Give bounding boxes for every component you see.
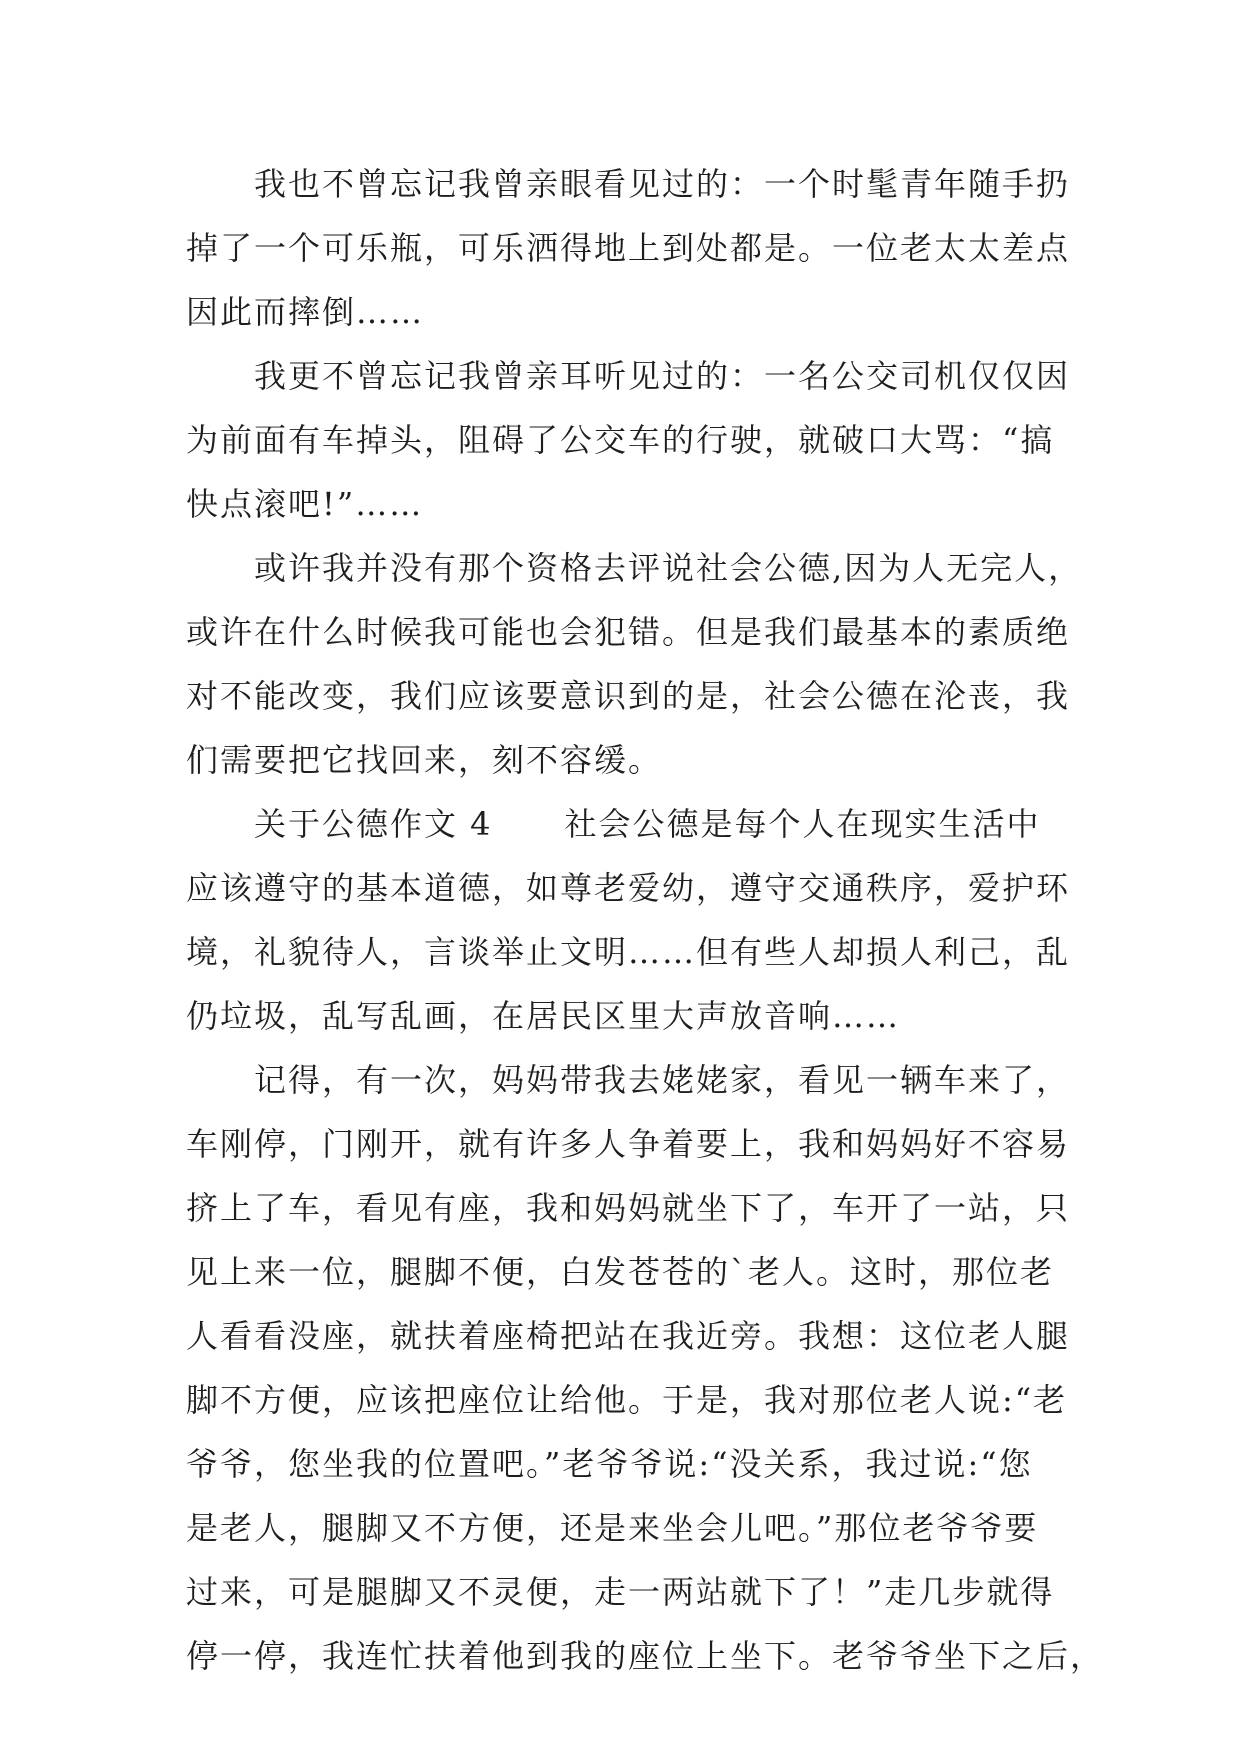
text-line: 们需要把它找回来，刻不容缓。 (186, 741, 663, 779)
text-line: 或许我并没有那个资格去评说社会公德,因为人无完人， (254, 549, 1083, 587)
text-line: 是老人，腿脚又不方便，还是来坐会儿吧。”那位老爷爷要 (186, 1509, 1039, 1547)
text-line: 过来，可是腿脚又不灵便，走一两站就下了！”走几步就得 (186, 1573, 1055, 1611)
text-line: 快点滚吧!”…… (186, 485, 424, 523)
text-line: 挤上了车，看见有座，我和妈妈就坐下了，车开了一站，只 (186, 1189, 1071, 1227)
text-line: 我更不曾忘记我曾亲耳听见过的：一名公交司机仅仅因 (254, 357, 1071, 395)
text-line: 因此而摔倒…… (186, 293, 425, 331)
text-line: 境，礼貌待人，言谈举止文明……但有些人却损人利己，乱 (186, 933, 1071, 971)
text-line: 人看看没座，就扶着座椅把站在我近旁。我想：这位老人腿 (186, 1317, 1071, 1355)
text-line: 仍垃圾，乱写乱画，在居民区里大声放音响…… (186, 997, 901, 1035)
text-line: 我也不曾忘记我曾亲眼看见过的：一个时髦青年随手扔 (254, 165, 1071, 203)
text-line: 为前面有车掉头，阻碍了公交车的行驶，就破口大骂：“搞 (186, 421, 1055, 459)
text-line: 掉了一个可乐瓶，可乐洒得地上到处都是。一位老太太差点 (186, 229, 1071, 267)
text-line: 脚不方便，应该把座位让给他。于是，我对那位老人说:“老 (186, 1381, 1068, 1419)
text-line: 车刚停，门刚开，就有许多人争着要上，我和妈妈好不容易 (186, 1125, 1071, 1163)
text-line: 对不能改变，我们应该要意识到的是，社会公德在沦丧，我 (186, 677, 1071, 715)
text-line: 或许在什么时候我可能也会犯错。但是我们最基本的素质绝 (186, 613, 1071, 651)
text-line: 记得，有一次，妈妈带我去姥姥家，看见一辆车来了， (254, 1061, 1071, 1099)
text-fragment: 社会公德是每个人在现实生活中 (564, 805, 1041, 843)
text-line: 应该遵守的基本道德，如尊老爱幼，遵守交通秩序，爱护环 (186, 869, 1071, 907)
text-line: 爷爷，您坐我的位置吧。”老爷爷说:“没关系，我过说:“您 (186, 1445, 1033, 1483)
heading-line (186, 792, 1066, 856)
section-heading: 关于公德作文 4 (254, 805, 493, 843)
text-line: 见上来一位，腿脚不便，白发苍苍的`老人。这时，那位老 (186, 1253, 1055, 1291)
document-body (186, 152, 1105, 1688)
text-line: 停一停，我连忙扶着他到我的座位上坐下。老爷爷坐下之后， (186, 1637, 1105, 1675)
